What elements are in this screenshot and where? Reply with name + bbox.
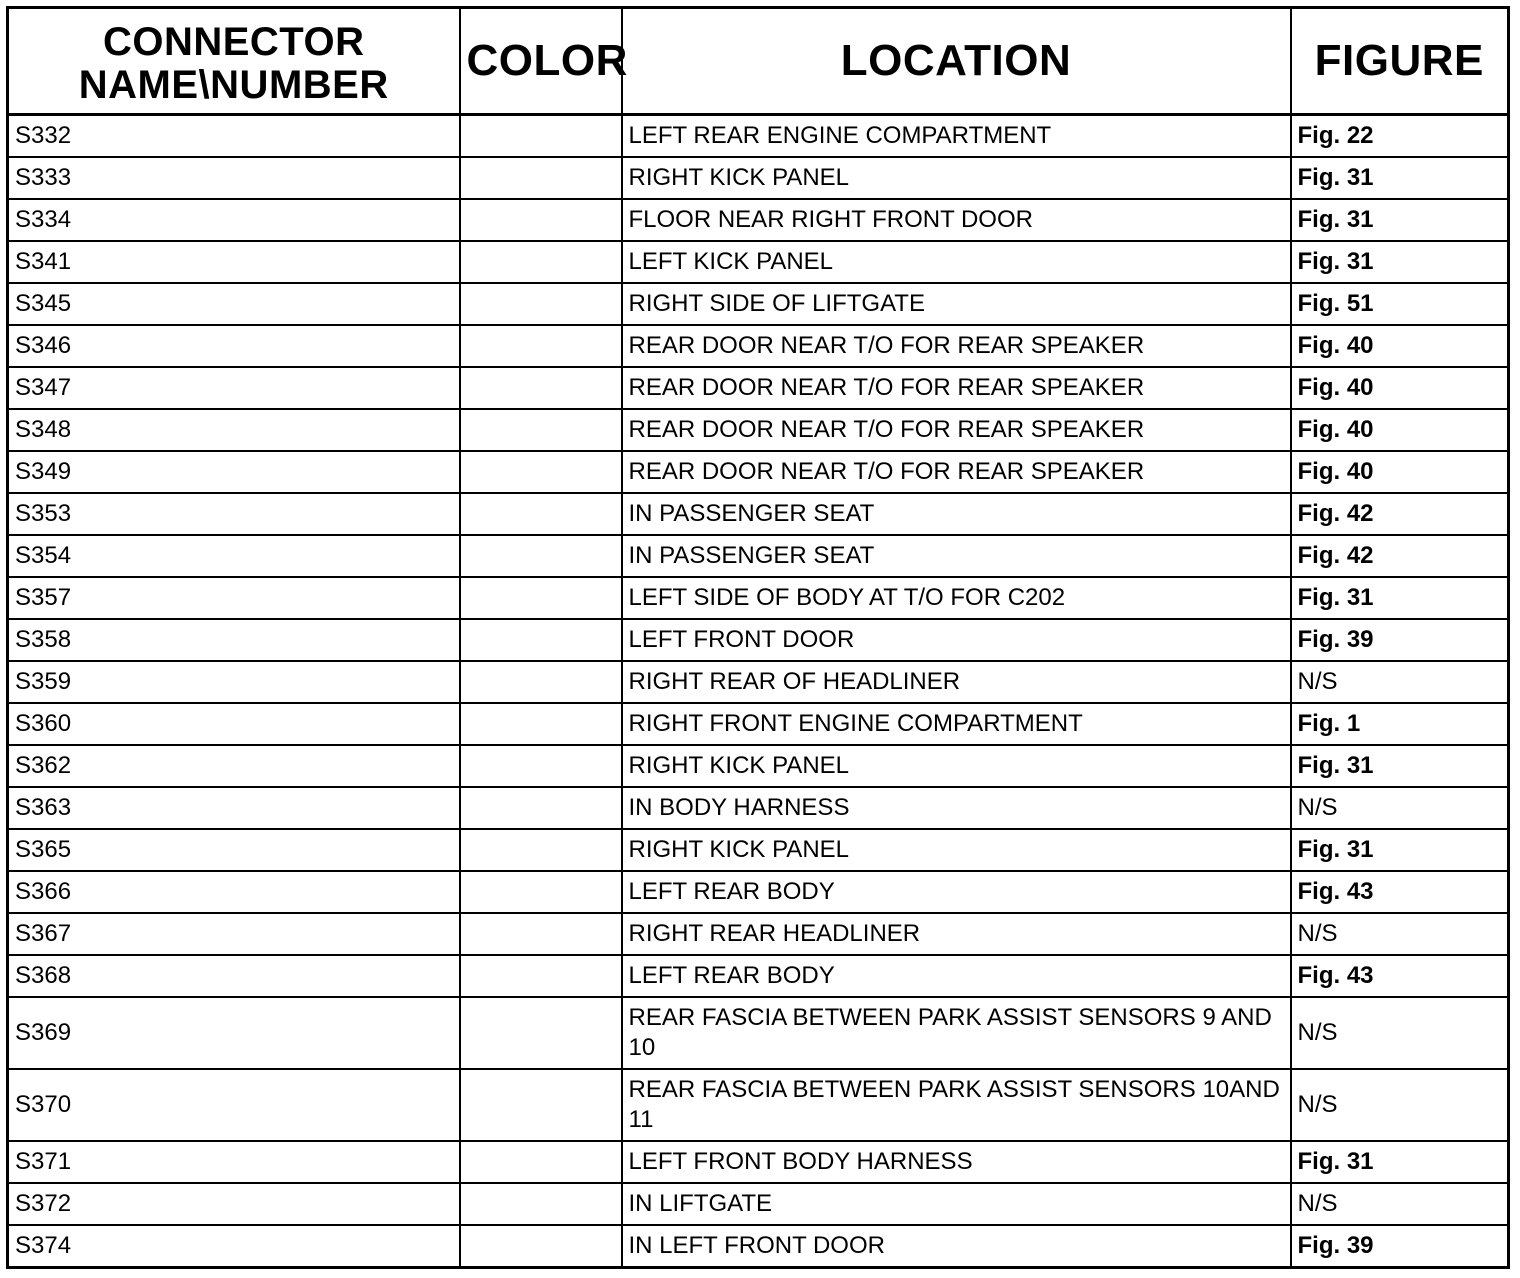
figure-cell: Fig. 1 (1291, 703, 1509, 745)
figure-cell: N/S (1291, 787, 1509, 829)
table-row (8, 1183, 1509, 1225)
location-cell: IN PASSENGER SEAT (622, 535, 1291, 577)
header-color: COLOR (460, 8, 622, 115)
connector-name-cell: S353 (8, 493, 460, 535)
connector-name-cell: S333 (8, 157, 460, 199)
connector-name-cell: S349 (8, 451, 460, 493)
table-row (8, 115, 1509, 158)
header-name-line1: CONNECTOR (102, 20, 365, 64)
color-cell (460, 997, 622, 1069)
table-row (8, 619, 1509, 661)
location-cell: LEFT SIDE OF BODY AT T/O FOR C202 (622, 577, 1291, 619)
connector-name-cell: S354 (8, 535, 460, 577)
connector-name-cell: S367 (8, 913, 460, 955)
connector-name-cell: S370 (8, 1069, 460, 1141)
color-cell (460, 955, 622, 997)
figure-cell: N/S (1291, 661, 1509, 703)
figure-cell: Fig. 40 (1291, 367, 1509, 409)
color-cell (460, 451, 622, 493)
connector-name-cell: S363 (8, 787, 460, 829)
location-cell: IN LIFTGATE (622, 1183, 1291, 1225)
connector-name-cell: S334 (8, 199, 460, 241)
location-cell: RIGHT KICK PANEL (622, 745, 1291, 787)
figure-cell: N/S (1291, 997, 1509, 1069)
color-cell (460, 619, 622, 661)
table-row (8, 955, 1509, 997)
connector-name-cell: S346 (8, 325, 460, 367)
table-row (8, 325, 1509, 367)
figure-cell: Fig. 31 (1291, 577, 1509, 619)
connector-name-cell: S365 (8, 829, 460, 871)
figure-cell: Fig. 40 (1291, 409, 1509, 451)
color-cell (460, 913, 622, 955)
connector-name-cell: S348 (8, 409, 460, 451)
table-row (8, 997, 1509, 1069)
location-cell: RIGHT FRONT ENGINE COMPARTMENT (622, 703, 1291, 745)
figure-cell: Fig. 42 (1291, 535, 1509, 577)
connector-name-cell: S371 (8, 1141, 460, 1183)
header-connector-name (8, 8, 460, 115)
connector-name-cell: S368 (8, 955, 460, 997)
color-cell (460, 367, 622, 409)
figure-cell: Fig. 31 (1291, 157, 1509, 199)
figure-cell: Fig. 43 (1291, 955, 1509, 997)
color-cell (460, 787, 622, 829)
table-row (8, 283, 1509, 325)
table-row (8, 199, 1509, 241)
color-cell (460, 325, 622, 367)
table-row (8, 787, 1509, 829)
location-cell: REAR DOOR NEAR T/O FOR REAR SPEAKER (622, 451, 1291, 493)
location-cell: IN BODY HARNESS (622, 787, 1291, 829)
color-cell (460, 703, 622, 745)
table-row (8, 871, 1509, 913)
location-cell: REAR DOOR NEAR T/O FOR REAR SPEAKER (622, 367, 1291, 409)
location-cell: REAR FASCIA BETWEEN PARK ASSIST SENSORS 10AND 11 (622, 1069, 1291, 1141)
color-cell (460, 283, 622, 325)
table-row (8, 1069, 1509, 1141)
color-cell (460, 535, 622, 577)
location-cell: RIGHT REAR OF HEADLINER (622, 661, 1291, 703)
table-row (8, 535, 1509, 577)
color-cell (460, 409, 622, 451)
table-row (8, 913, 1509, 955)
location-cell: LEFT REAR BODY (622, 955, 1291, 997)
location-cell: RIGHT SIDE OF LIFTGATE (622, 283, 1291, 325)
location-cell: RIGHT KICK PANEL (622, 157, 1291, 199)
figure-cell: N/S (1291, 1183, 1509, 1225)
table-row (8, 661, 1509, 703)
table-row (8, 493, 1509, 535)
figure-cell: Fig. 31 (1291, 745, 1509, 787)
color-cell (460, 745, 622, 787)
location-cell: FLOOR NEAR RIGHT FRONT DOOR (622, 199, 1291, 241)
figure-cell: Fig. 31 (1291, 1141, 1509, 1183)
connector-name-cell: S372 (8, 1183, 460, 1225)
connector-name-cell: S374 (8, 1225, 460, 1268)
connector-name-cell: S360 (8, 703, 460, 745)
location-cell: REAR DOOR NEAR T/O FOR REAR SPEAKER (622, 409, 1291, 451)
connector-name-cell: S357 (8, 577, 460, 619)
color-cell (460, 871, 622, 913)
figure-cell: Fig. 39 (1291, 619, 1509, 661)
table-row (8, 157, 1509, 199)
header-location: LOCATION (622, 8, 1291, 115)
location-cell: REAR DOOR NEAR T/O FOR REAR SPEAKER (622, 325, 1291, 367)
figure-cell: Fig. 40 (1291, 451, 1509, 493)
table-row (8, 409, 1509, 451)
connector-name-cell: S332 (8, 115, 460, 158)
connector-name-cell: S366 (8, 871, 460, 913)
location-cell: LEFT FRONT BODY HARNESS (622, 1141, 1291, 1183)
location-cell: LEFT REAR BODY (622, 871, 1291, 913)
table-row (8, 745, 1509, 787)
header-figure: FIGURE (1291, 8, 1509, 115)
figure-cell: Fig. 31 (1291, 199, 1509, 241)
color-cell (460, 493, 622, 535)
location-cell: REAR FASCIA BETWEEN PARK ASSIST SENSORS 9 AND 10 (622, 997, 1291, 1069)
color-cell (460, 1225, 622, 1268)
table-row (8, 703, 1509, 745)
color-cell (460, 661, 622, 703)
figure-cell: Fig. 22 (1291, 115, 1509, 158)
location-cell: LEFT KICK PANEL (622, 241, 1291, 283)
figure-cell: Fig. 40 (1291, 325, 1509, 367)
location-cell: LEFT REAR ENGINE COMPARTMENT (622, 115, 1291, 158)
table-row (8, 577, 1509, 619)
table-row (8, 1225, 1509, 1268)
header-name-line2: NAME\NUMBER (78, 63, 389, 107)
location-cell: RIGHT KICK PANEL (622, 829, 1291, 871)
color-cell (460, 829, 622, 871)
connector-name-cell: S359 (8, 661, 460, 703)
figure-cell: N/S (1291, 1069, 1509, 1141)
connector-name-cell: S369 (8, 997, 460, 1069)
connector-name-cell: S358 (8, 619, 460, 661)
color-cell (460, 1141, 622, 1183)
location-cell: RIGHT REAR HEADLINER (622, 913, 1291, 955)
connector-name-cell: S362 (8, 745, 460, 787)
table-row (8, 451, 1509, 493)
figure-cell: Fig. 31 (1291, 241, 1509, 283)
color-cell (460, 1069, 622, 1141)
figure-cell: Fig. 51 (1291, 283, 1509, 325)
color-cell (460, 115, 622, 158)
figure-cell: N/S (1291, 913, 1509, 955)
figure-cell: Fig. 31 (1291, 829, 1509, 871)
color-cell (460, 1183, 622, 1225)
table-row (8, 1141, 1509, 1183)
header-row (8, 8, 1509, 115)
figure-cell: Fig. 42 (1291, 493, 1509, 535)
location-cell: IN LEFT FRONT DOOR (622, 1225, 1291, 1268)
connector-table (6, 6, 1510, 1269)
location-cell: IN PASSENGER SEAT (622, 493, 1291, 535)
color-cell (460, 157, 622, 199)
table-row (8, 829, 1509, 871)
color-cell (460, 241, 622, 283)
connector-name-cell: S345 (8, 283, 460, 325)
connector-name-cell: S341 (8, 241, 460, 283)
table-row (8, 367, 1509, 409)
figure-cell: Fig. 43 (1291, 871, 1509, 913)
color-cell (460, 577, 622, 619)
location-cell: LEFT FRONT DOOR (622, 619, 1291, 661)
color-cell (460, 199, 622, 241)
table-row (8, 241, 1509, 283)
figure-cell: Fig. 39 (1291, 1225, 1509, 1268)
connector-name-cell: S347 (8, 367, 460, 409)
